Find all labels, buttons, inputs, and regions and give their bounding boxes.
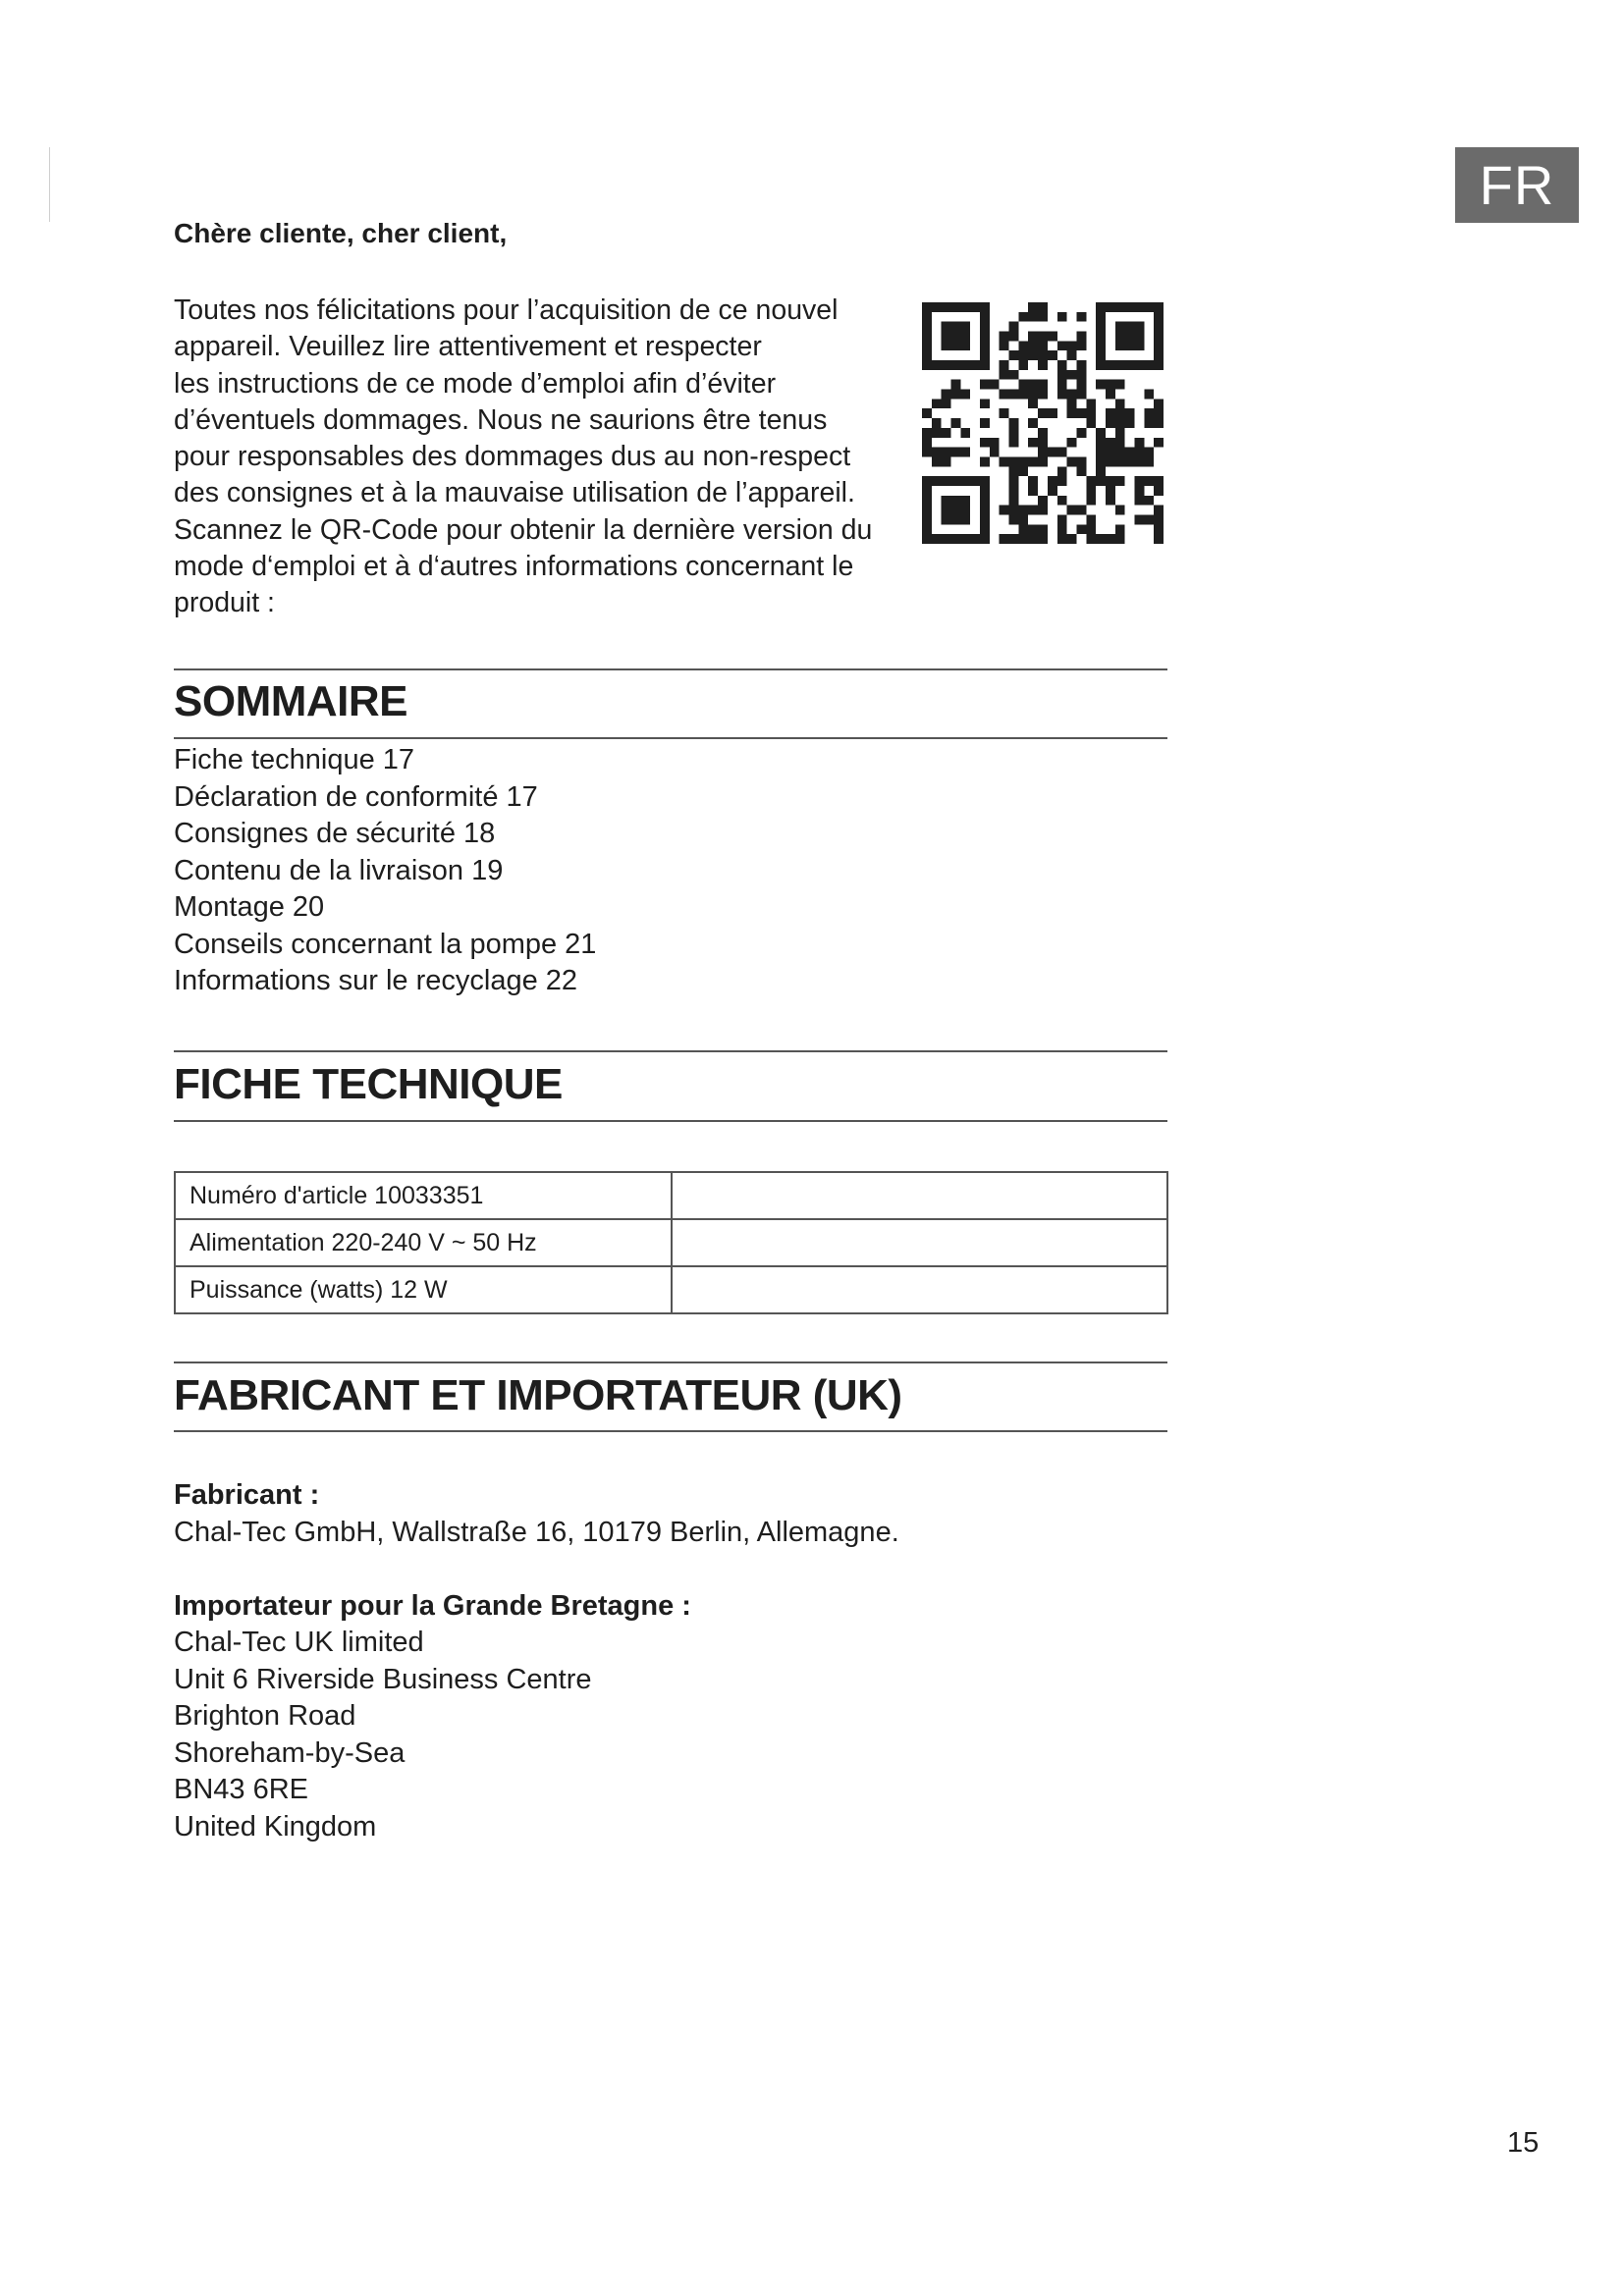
table-of-contents	[174, 742, 596, 1000]
intro-line: produit :	[174, 587, 275, 619]
section-rule	[174, 1050, 1167, 1052]
spec-value	[672, 1266, 1168, 1313]
intro-line: appareil. Veuillez lire attentivement et respecter	[174, 331, 762, 363]
language-badge: FR	[1455, 147, 1579, 223]
intro-line: Scannez le QR-Code pour obtenir la dernière version du	[174, 513, 873, 546]
table-row	[175, 1219, 1167, 1266]
importer-line: BN43 6RE	[174, 1774, 309, 1805]
toc-item[interactable]: Informations sur le recyclage 22	[174, 965, 578, 996]
toc-item[interactable]: Consignes de sécurité 18	[174, 818, 496, 849]
intro-line: mode d‘emploi et à d‘autres informations concernant le	[174, 551, 854, 583]
intro-line: pour responsables des dommages dus au non-respect	[174, 441, 851, 473]
fiche-technique-title: FICHE TECHNIQUE	[174, 1060, 563, 1108]
importer-label: Importateur pour la Grande Bretagne :	[174, 1589, 691, 1622]
section-rule	[174, 1362, 1167, 1363]
intro-paragraph	[174, 293, 891, 622]
manufacturer-block	[174, 1477, 899, 1845]
table-row	[175, 1172, 1167, 1219]
section-rule	[174, 1430, 1167, 1432]
sommaire-title: SOMMAIRE	[174, 677, 407, 725]
spec-label: Alimentation 220-240 V ~ 50 Hz	[175, 1219, 672, 1266]
importer-line: United Kingdom	[174, 1810, 377, 1842]
intro-line: Toutes nos félicitations pour l’acquisition de ce nouvel	[174, 294, 839, 326]
page-number: 15	[1507, 2127, 1540, 2159]
spec-label: Numéro d'article 10033351	[175, 1172, 672, 1219]
importer-line: Unit 6 Riverside Business Centre	[174, 1663, 592, 1695]
intro-line: les instructions de ce mode d’emploi afin d’éviter	[174, 367, 777, 400]
toc-item[interactable]: Conseils concernant la pompe 21	[174, 928, 597, 960]
manufacturer-label: Fabricant :	[174, 1479, 320, 1511]
qr-code-icon[interactable]	[922, 302, 1164, 544]
intro-line: d’éventuels dommages. Nous ne saurions être tenus	[174, 403, 828, 436]
section-rule	[174, 737, 1167, 739]
spec-label: Puissance (watts) 12 W	[175, 1266, 672, 1313]
manufacturer-address: Chal-Tec GmbH, Wallstraße 16, 10179 Berlin, Allemagne.	[174, 1516, 899, 1548]
spacer	[174, 1551, 899, 1588]
importer-line: Chal-Tec UK limited	[174, 1627, 424, 1658]
margin-line	[49, 147, 50, 222]
fabricant-title: FABRICANT ET IMPORTATEUR (UK)	[174, 1371, 902, 1419]
importer-line: Brighton Road	[174, 1700, 356, 1732]
toc-item[interactable]: Montage 20	[174, 891, 325, 923]
importer-line: Shoreham-by-Sea	[174, 1736, 406, 1769]
section-rule	[174, 1120, 1167, 1122]
spec-value	[672, 1219, 1168, 1266]
greeting: Chère cliente, cher client,	[174, 218, 508, 248]
toc-item[interactable]: Déclaration de conformité 17	[174, 780, 538, 813]
spec-table	[174, 1171, 1168, 1314]
section-rule	[174, 668, 1167, 670]
intro-line: des consignes et à la mauvaise utilisation de l’appareil.	[174, 477, 855, 509]
toc-item[interactable]: Contenu de la livraison 19	[174, 854, 504, 886]
toc-item[interactable]: Fiche technique 17	[174, 744, 415, 775]
table-row	[175, 1266, 1167, 1313]
spec-value	[672, 1172, 1168, 1219]
